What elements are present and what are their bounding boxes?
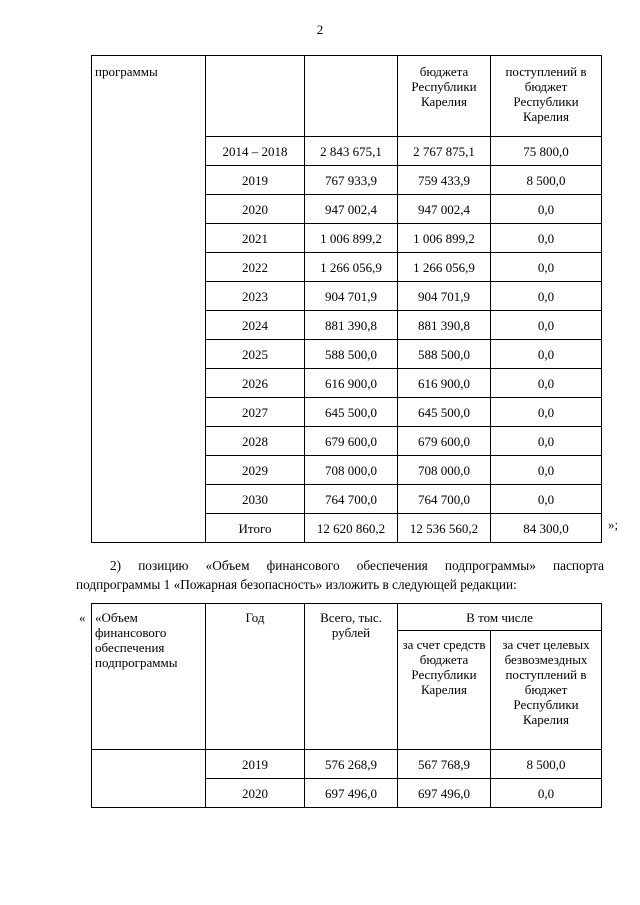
year-cell: 2028 [206, 427, 305, 456]
total-cell: 1 266 056,9 [305, 253, 398, 282]
page-number: 2 [316, 22, 324, 37]
program-cell [92, 340, 206, 369]
total-cell: 764 700,0 [305, 485, 398, 514]
total-cell: 881 390,8 [305, 311, 398, 340]
program-cell [92, 253, 206, 282]
header-cell-program: программы [92, 56, 206, 137]
total-cell: 1 006 899,2 [305, 224, 398, 253]
targeted-cell: 0,0 [491, 340, 602, 369]
table-row [92, 398, 602, 427]
budget-cell: 881 390,8 [398, 311, 491, 340]
program-cell [92, 485, 206, 514]
year-cell: 2029 [206, 456, 305, 485]
program-cell [92, 514, 206, 543]
year-cell: 2027 [206, 398, 305, 427]
budget-cell: 588 500,0 [398, 340, 491, 369]
total-cell: 645 500,0 [305, 398, 398, 427]
total-cell: 588 500,0 [305, 340, 398, 369]
closing-quote: »; [608, 517, 619, 532]
program-cell [92, 282, 206, 311]
table-row [92, 456, 602, 485]
total-cell: 904 701,9 [305, 282, 398, 311]
total-cell: 697 496,0 [305, 779, 398, 808]
subprogram-financing-table [91, 603, 602, 808]
targeted-cell: 0,0 [491, 369, 602, 398]
budget-cell: 764 700,0 [398, 485, 491, 514]
year-cell: 2019 [206, 166, 305, 195]
table-row [92, 369, 602, 398]
year-cell: 2024 [206, 311, 305, 340]
header-cell-program: «Объем финансового обеспечения подпрограммы [92, 604, 206, 750]
header-cell-year: Год [206, 604, 305, 750]
budget-cell: 759 433,9 [398, 166, 491, 195]
total-cell: 679 600,0 [305, 427, 398, 456]
targeted-cell: 0,0 [491, 779, 602, 808]
table-row [92, 340, 602, 369]
header-cell-year [206, 56, 305, 137]
targeted-cell: 0,0 [491, 253, 602, 282]
table-row [92, 750, 602, 779]
total-cell: 767 933,9 [305, 166, 398, 195]
table-row [92, 195, 602, 224]
year-cell: 2030 [206, 485, 305, 514]
header-cell-targeted: поступлений в бюджет Республики Карелия [491, 56, 602, 137]
table-row [92, 224, 602, 253]
targeted-cell: 0,0 [491, 456, 602, 485]
year-cell: Итого [206, 514, 305, 543]
targeted-cell: 8 500,0 [491, 750, 602, 779]
program-cell [92, 369, 206, 398]
year-cell: 2022 [206, 253, 305, 282]
table-row [92, 485, 602, 514]
budget-cell: 679 600,0 [398, 427, 491, 456]
header-cell-targeted: за счет целевых безвозмездных поступлений в бюджет Республики Карелия [491, 631, 602, 750]
total-cell: 2 843 675,1 [305, 137, 398, 166]
targeted-cell: 0,0 [491, 398, 602, 427]
targeted-cell: 75 800,0 [491, 137, 602, 166]
program-cell [92, 779, 206, 808]
program-cell [92, 311, 206, 340]
table-header-row [92, 56, 602, 137]
table-row [92, 166, 602, 195]
targeted-cell: 0,0 [491, 224, 602, 253]
amendment-paragraph-line-2: подпрограммы 1 «Пожарная безопасность» изложить в следующей редакции: [76, 577, 517, 592]
table-row [92, 427, 602, 456]
total-cell: 616 900,0 [305, 369, 398, 398]
table-row [92, 282, 602, 311]
budget-cell: 904 701,9 [398, 282, 491, 311]
targeted-cell: 0,0 [491, 282, 602, 311]
year-cell: 2021 [206, 224, 305, 253]
program-cell [92, 750, 206, 779]
budget-cell: 1 006 899,2 [398, 224, 491, 253]
program-cell [92, 398, 206, 427]
table-row [92, 137, 602, 166]
year-cell: 2019 [206, 750, 305, 779]
total-cell: 12 620 860,2 [305, 514, 398, 543]
program-cell [92, 224, 206, 253]
targeted-cell: 84 300,0 [491, 514, 602, 543]
budget-cell: 708 000,0 [398, 456, 491, 485]
budget-cell: 616 900,0 [398, 369, 491, 398]
targeted-cell: 8 500,0 [491, 166, 602, 195]
program-cell [92, 195, 206, 224]
targeted-cell: 0,0 [491, 485, 602, 514]
budget-cell: 697 496,0 [398, 779, 491, 808]
program-cell [92, 166, 206, 195]
year-cell: 2020 [206, 195, 305, 224]
budget-cell: 645 500,0 [398, 398, 491, 427]
program-cell [92, 456, 206, 485]
targeted-cell: 0,0 [491, 311, 602, 340]
targeted-cell: 0,0 [491, 427, 602, 456]
program-cell [92, 137, 206, 166]
financing-table-continued [91, 55, 602, 543]
year-cell: 2026 [206, 369, 305, 398]
table-row [92, 514, 602, 543]
table-row [92, 779, 602, 808]
header-cell-total: Всего, тыс. рублей [305, 604, 398, 750]
targeted-cell: 0,0 [491, 195, 602, 224]
budget-cell: 12 536 560,2 [398, 514, 491, 543]
year-cell: 2023 [206, 282, 305, 311]
header-cell-budget: за счет средств бюджета Республики Карелия [398, 631, 491, 750]
header-cell-budget: бюджета Республики Карелия [398, 56, 491, 137]
opening-quote: « [79, 610, 86, 625]
table-row [92, 311, 602, 340]
header-cell-total [305, 56, 398, 137]
program-cell [92, 427, 206, 456]
budget-cell: 947 002,4 [398, 195, 491, 224]
budget-cell: 567 768,9 [398, 750, 491, 779]
year-cell: 2014 – 2018 [206, 137, 305, 166]
header-cell-including: В том числе [398, 604, 602, 631]
year-cell: 2025 [206, 340, 305, 369]
year-cell: 2020 [206, 779, 305, 808]
table-row [92, 253, 602, 282]
total-cell: 708 000,0 [305, 456, 398, 485]
budget-cell: 2 767 875,1 [398, 137, 491, 166]
total-cell: 576 268,9 [305, 750, 398, 779]
total-cell: 947 002,4 [305, 195, 398, 224]
table-header-row [92, 604, 602, 631]
amendment-paragraph-line-1: 2) позицию «Объем финансового обеспечения подпрограммы» паспорта [110, 558, 604, 573]
budget-cell: 1 266 056,9 [398, 253, 491, 282]
